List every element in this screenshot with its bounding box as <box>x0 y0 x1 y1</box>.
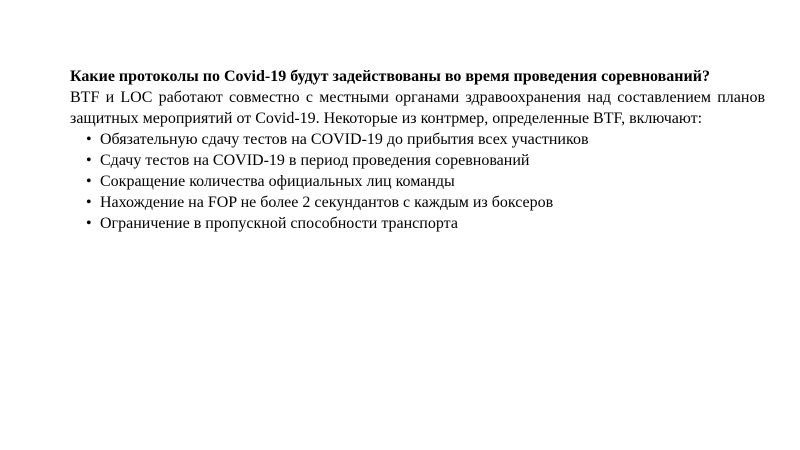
bullet-icon <box>86 129 96 150</box>
question-heading: Какие протоколы по Covid-19 будут задействованы во время проведения соревнований? <box>70 68 710 85</box>
list-item-text: Сдачу тестов на COVID-19 в период проведения соревнований <box>100 152 530 169</box>
document-content <box>70 66 765 234</box>
measures-list <box>70 129 765 234</box>
intro-paragraph: BTF и LOC работают совместно с местными органами здравоохранения над составлением планов защитных мероприятий от Covid-19. Некоторые из контрмер, определенные BTF, включают: <box>70 89 765 127</box>
list-item <box>86 129 765 150</box>
list-item-text: Нахождение на FOP не более 2 секундантов с каждым из боксеров <box>100 194 554 211</box>
bullet-icon <box>86 171 96 192</box>
list-item-text: Сокращение количества официальных лиц команды <box>100 173 455 190</box>
list-item-text: Обязательную сдачу тестов на COVID-19 до прибытия всех участников <box>100 131 589 148</box>
list-item <box>86 213 765 234</box>
list-item <box>86 192 765 213</box>
bullet-icon <box>86 213 96 234</box>
list-item <box>86 171 765 192</box>
bullet-icon <box>86 192 96 213</box>
list-item <box>86 150 765 171</box>
list-item-text: Ограничение в пропускной способности транспорта <box>100 215 458 232</box>
bullet-icon <box>86 150 96 171</box>
